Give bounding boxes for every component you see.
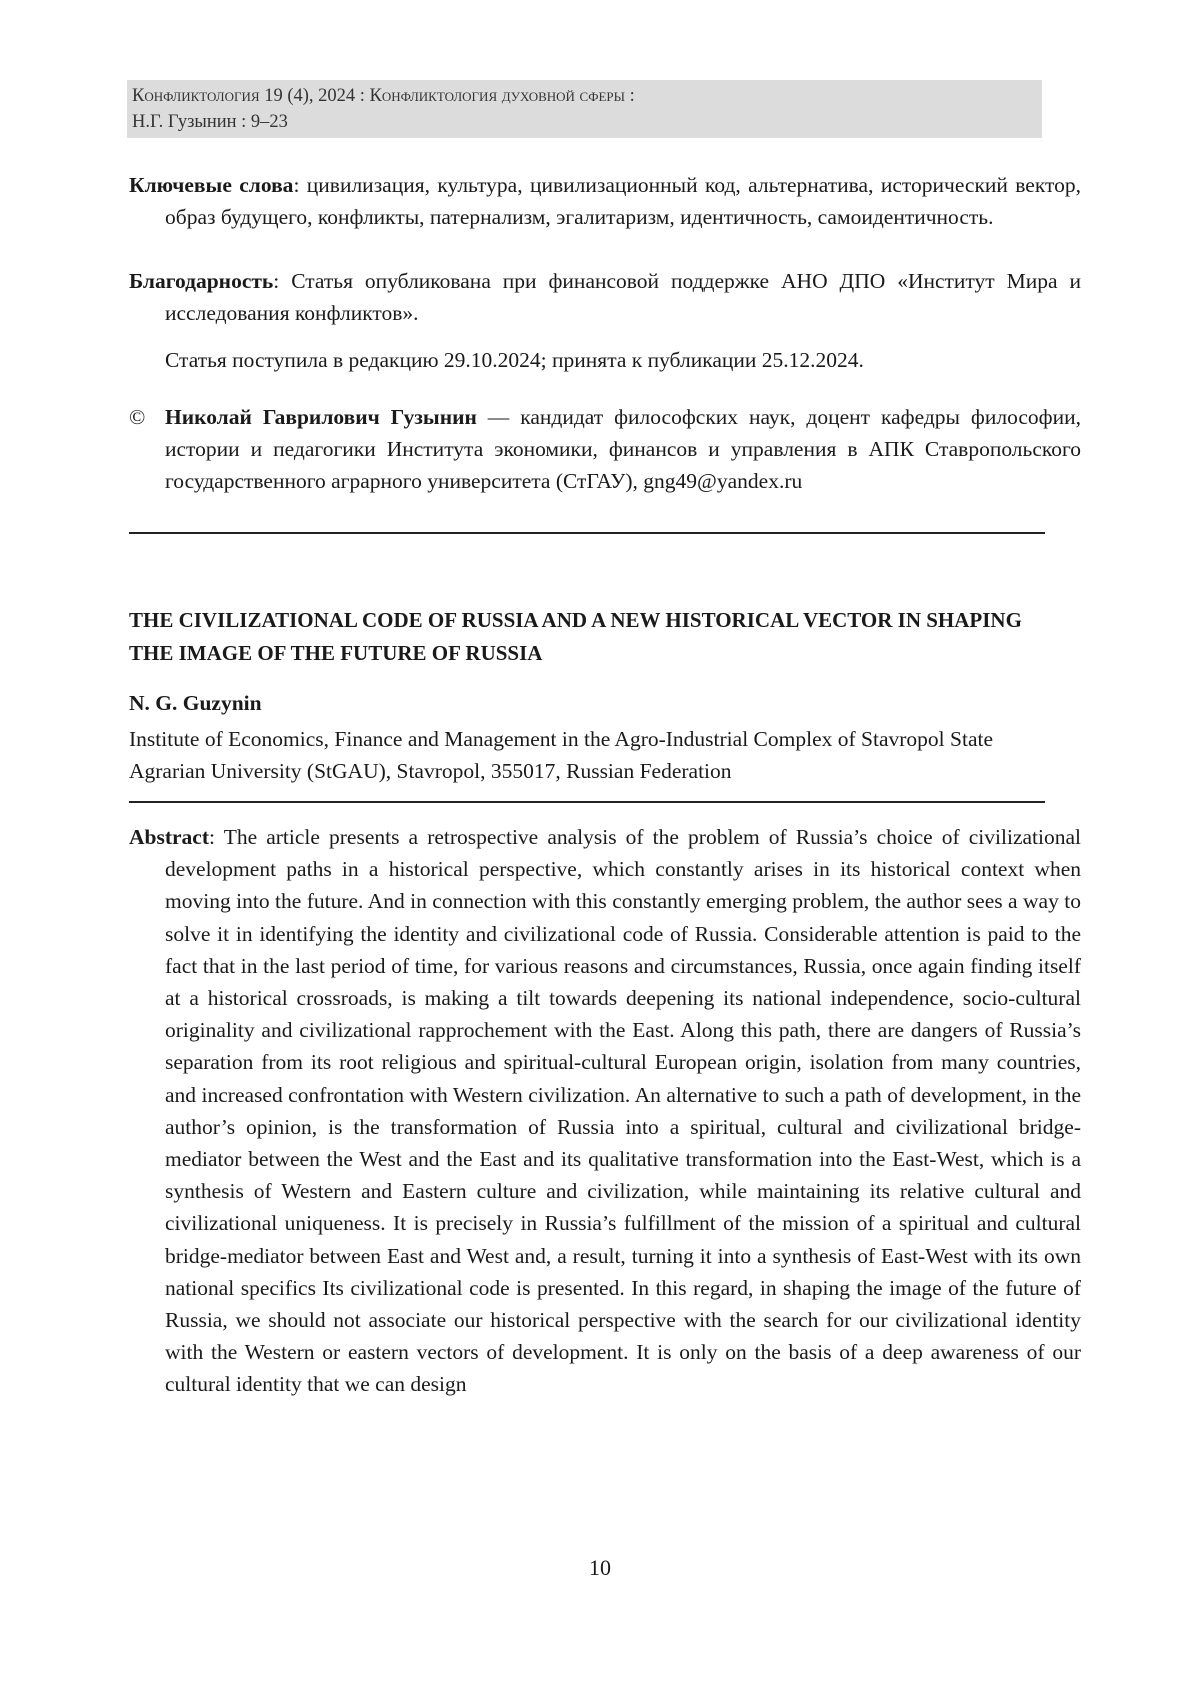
copyright-symbol: ©	[129, 401, 165, 433]
author-name-ru: Николай Гаврилович Гузынин	[165, 405, 477, 429]
acknowledgment-label: Благодарность	[129, 269, 273, 293]
received-dates: Статья поступила в редакцию 29.10.2024; принята к публикации 25.12.2024.	[129, 344, 1081, 376]
author-info-ru	[129, 401, 1081, 498]
divider	[129, 801, 1045, 803]
article-title-en: THE CIVILIZATIONAL CODE OF RUSSIA AND A NEW HISTORICAL VECTOR IN SHAPING THE IMAGE OF THE FUTURE OF RUSSIA	[129, 604, 1059, 670]
abstract-label: Abstract	[129, 825, 209, 849]
running-header	[127, 80, 1042, 138]
abstract-text: : The article presents a retrospective analysis of the problem of Russia’s choice of civilizational development paths in a historical perspective, which constantly arises in its historical context when moving into the future. And in connection with this constantly emerging problem, the author sees a way to solve it in identifying the identity and civilizational code of Russia. Considerable attention is paid to the fact that in the last period of time, for various reasons and circumstances, Russia, once again finding itself at a historical crossroads, is making a tilt towards deepening its national independence, socio-cultural originality and civilizational rapprochement with the East. Along this path, there are dangers of Russia’s separation from its root religious and spiritual-cultural European origin, isolation from many countries, and increased confrontation with Western civilization. An alternative to such a path of development, in the author’s opinion, is the transformation of Russia into a spiritual, cultural and civilizational bridge-mediator between the West and the East and its qualitative transformation into the East-West, which is a synthesis of Western and Eastern culture and civilization, while maintaining its relative cultural and civilizational uniqueness. It is precisely in Russia’s fulfillment of the mission of a spiritual and cultural bridge-mediator between East and West and, a result, turning it into a synthesis of East-West with its own national specifics Its civilizational code is presented. In this regard, in shaping the image of the future of Russia, we should not associate our historical perspective with the search for our civilizational identity with the Western or eastern vectors of development. It is only on the basis of a deep awareness of our cultural identity that we can design	[165, 825, 1081, 1396]
divider	[129, 532, 1045, 534]
abstract	[129, 821, 1081, 1401]
author-name-en: N. G. Guzynin	[129, 687, 1045, 719]
affiliation-en: Institute of Economics, Finance and Management in the Agro-Industrial Complex of Stavropol State Agrarian University (StGAU), Stavropol, 355017, Russian Federation	[129, 723, 1009, 787]
page-number: 10	[0, 1555, 1200, 1581]
acknowledgment-text: : Статья опубликована при финансовой поддержке АНО ДПО «Институт Мира и исследования конфликтов».	[165, 269, 1081, 325]
keywords	[129, 169, 1081, 233]
acknowledgment	[129, 265, 1081, 329]
keywords-label: Ключевые слова	[129, 173, 293, 197]
author-info-text: — кандидат философских наук, доцент кафедры философии, истории и педагогики Института экономики, финансов и управления в АПК Ставропольского государственного аграрного университета (СтГАУ), gng49@yandex.ru	[165, 405, 1081, 493]
header-authors-pages: Н.Г. Гузынин : 9–23	[132, 109, 1042, 135]
keywords-text: : цивилизация, культура, цивилизационный код, альтернатива, исторический вектор, образ будущего, конфликты, патернализм, эгалитаризм, идентичность, самоидентичность.	[165, 173, 1081, 229]
header-journal: Конфликтология 19 (4), 2024 : Конфликтология духовной сферы :	[132, 83, 1042, 109]
